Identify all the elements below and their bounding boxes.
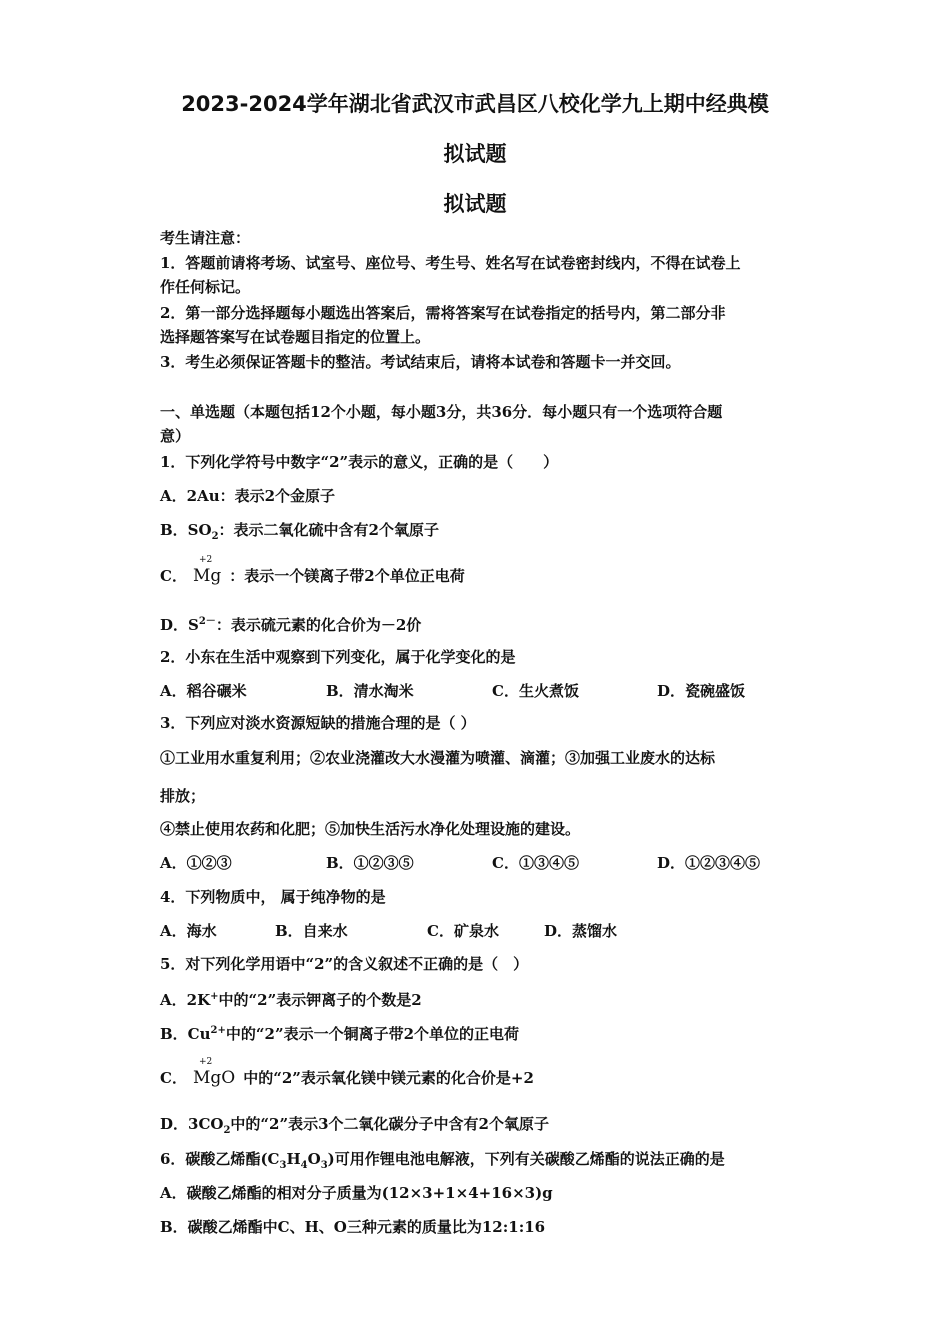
notice-item-2: 2．第一部分选择题每小题选出答案后，需将答案写在试卷指定的括号内，第二部分非	[160, 304, 726, 322]
question-6-stem: 6．碳酸乙烯酯$(C_3H_4O_3)$可用作锂电池电解液，下列有关碳酸乙烯酯的说法正确的是	[160, 1150, 725, 1171]
question-2-option-d: D．瓷碗盛饭	[657, 682, 746, 700]
question-1-stem: 1．下列化学符号中数字“2”表示的意义，正确的是（ ）	[160, 453, 559, 471]
question-3-option-a: A．①②③	[160, 854, 232, 872]
question-4-stem: 4．下列物质中， 属于纯净物的是	[160, 888, 386, 906]
question-1-option-a: A．2Au：表示2个金原子	[160, 487, 336, 505]
question-3-option-b: B．①②③⑤	[326, 854, 414, 872]
exam-title-line-1: 2023-2024学年湖北省武汉市武昌区八校化学九上期中经典模	[181, 92, 769, 116]
notice-heading: 考生请注意：	[160, 229, 251, 247]
question-1-option-b: B．$SO_2$：表示二氧化硫中含有2个氧原子	[160, 521, 439, 542]
notice-item-2-cont: 选择题答案写在试卷题目指定的位置上。	[160, 328, 431, 346]
question-1-option-c: C． +2 Mg ：表示一个镁离子带2个单位正电荷	[160, 555, 465, 586]
question-4-option-d: D．蒸馏水	[544, 922, 618, 940]
valence-symbol: +2 MgO	[192, 1057, 236, 1088]
question-6-option-b: B．碳酸乙烯酯中C、H、O三种元素的质量比为12:1:16	[160, 1218, 546, 1236]
question-3-option-c: C．①③④⑤	[492, 854, 579, 872]
notice-item-1: 1．答题前请将考场、试室号、座位号、考生号、姓名写在试卷密封线内，不得在试卷上	[160, 254, 741, 272]
question-3-measures-cont-2: ④禁止使用农药和化肥；⑤加快生活污水净化处理设施的建设。	[160, 820, 581, 838]
question-6-option-a: A．碳酸乙烯酯的相对分子质量为(12×3+1×4+16×3)g	[160, 1184, 553, 1202]
question-4-option-a: A．海水	[160, 922, 217, 940]
exam-subtitle: 拟试题	[443, 192, 507, 216]
question-5-option-c: C． +2 MgO 中的“2”表示氧化镁中镁元素的化合价是+2	[160, 1057, 534, 1088]
question-2-option-c: C．生火煮饭	[492, 682, 579, 700]
question-2-option-a: A．稻谷碾米	[160, 682, 247, 700]
exam-title-line-2: 拟试题	[443, 142, 507, 166]
question-5-stem: 5．对下列化学用语中“2”的含义叙述不正确的是（ ）	[160, 955, 529, 973]
question-5-option-b: B．$Cu^{2+}$中的“2”表示一个铜离子带2个单位的正电荷	[160, 1025, 520, 1043]
question-2-option-b: B．清水淘米	[326, 682, 414, 700]
question-5-option-d: D．$3CO_2$中的“2”表示3个二氧化碳分子中含有2个氧原子	[160, 1115, 549, 1136]
question-5-option-a: A．2K+中的“2”表示钾离子的个数是2	[160, 991, 422, 1009]
question-3-measures: ①工业用水重复利用；②农业浇灌改大水漫灌为喷灌、滴灌；③加强工业废水的达标	[160, 749, 716, 767]
section-heading-cont: 意）	[160, 427, 191, 445]
question-2-stem: 2．小东在生活中观察到下列变化，属于化学变化的是	[160, 648, 516, 666]
notice-item-3: 3．考生必须保证答题卡的整洁。考试结束后，请将本试卷和答题卡一并交回。	[160, 353, 681, 371]
section-heading: 一、单选题（本题包括12个小题，每小题3分，共36分．每小题只有一个选项符合题	[160, 403, 723, 421]
question-1-option-d: D．$S^{2-}$：表示硫元素的化合价为－2价	[160, 616, 422, 634]
valence-symbol: +2 Mg	[192, 555, 222, 586]
question-4-option-b: B．自来水	[275, 922, 348, 940]
question-3-option-d: D．①②③④⑤	[657, 854, 761, 872]
question-4-option-c: C．矿泉水	[427, 922, 499, 940]
notice-item-1-cont: 作任何标记。	[160, 278, 251, 296]
question-3-measures-cont: 排放；	[160, 787, 206, 805]
question-3-stem: 3．下列应对淡水资源短缺的措施合理的是（ ）	[160, 714, 476, 732]
